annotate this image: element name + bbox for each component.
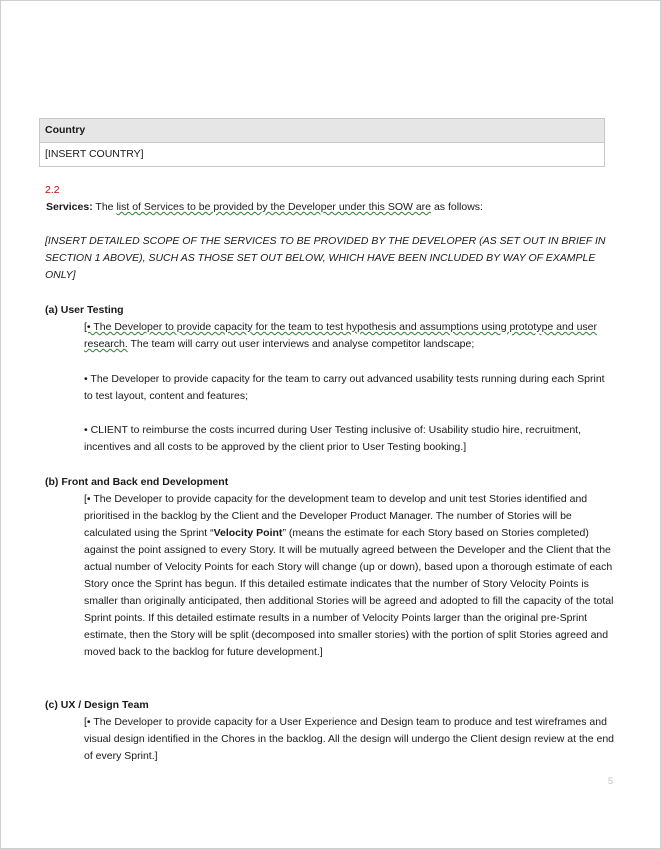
- user-testing-paragraph-3: • CLIENT to reimburse the costs incurred during User Testing inclusive of: Usability studio hire, recruitment, incentives and all costs to be approved by the client prior to User Testing booking.]: [84, 424, 581, 453]
- user-testing-paragraph-1: [84, 319, 616, 353]
- development-text-pre: [• The Developer to provide capacity for the development team to develop and unit test Stories identified and prioritised in the backlog by the Client and the Developer Product Manager. The number of Stories will be calculated using the Sprint “: [84, 493, 588, 539]
- user-testing-p1-rest: The team will carry out user interviews and analyse competitor landscape;: [127, 338, 475, 350]
- velocity-point-term: Velocity Point: [213, 527, 283, 539]
- development-text-post: ” (means the estimate for each Story based on Stories completed) against the point assigned to every Story. It will be mutually agreed between the Developer and the Client that the actual number of Velocity Points for each Story will change (up or down), based upon a thorough estimate of each Story once the Sprint has begun. If this detailed estimate indicates that the number of Story Velocity Points is smaller than originally anticipated, then additional Stories will be agreed and adopted to fill the capacity of the total Sprint points. If this detailed estimate results in a number of Velocity Points larger than the original pre-Sprint estimate, then the Story will be split (decomposed into smaller stories) with the portion of split Stories agreed and moved back to the backlog for future development.]: [84, 527, 614, 658]
- services-label: Services:: [46, 201, 93, 213]
- ux-paragraph: [• The Developer to provide capacity for a User Experience and Design team to produce and test wireframes and visual design identified in the Chores in the backlog. All the design will undergo the Client design review at the end of every Sprint.]: [84, 716, 614, 762]
- section-number: 2.2: [45, 184, 60, 196]
- user-testing-p1-underlined: [• The Developer to provide capacity for the team to test hypothesis and assumptions using prototype and user research.: [84, 321, 598, 350]
- user-testing-paragraph-2: • The Developer to provide capacity for the team to carry out advanced usability tests running during each Sprint to test layout, content and features;: [84, 373, 605, 402]
- services-intro: [46, 199, 616, 216]
- country-table: [39, 118, 605, 167]
- page-number: 5: [608, 776, 614, 786]
- services-post: as follows:: [431, 201, 483, 213]
- ux-heading: (c) UX / Design Team: [45, 699, 149, 711]
- scope-placeholder-text[interactable]: [INSERT DETAILED SCOPE OF THE SERVICES TO BE PROVIDED BY THE DEVELOPER (AS SET OUT IN BRIEF IN SECTION 1 ABOVE), SUCH AS THOSE SET OUT BELOW, WHICH HAVE BEEN INCLUDED BY WAY OF EXAMPLE ONLY]: [45, 235, 606, 281]
- country-header-cell: Country: [40, 119, 605, 143]
- services-underlined-text: list of Services to be provided by the Developer under this SOW are: [116, 201, 432, 213]
- services-pre: The: [92, 201, 117, 213]
- development-paragraph: [84, 491, 616, 661]
- country-value-cell[interactable]: [INSERT COUNTRY]: [40, 143, 605, 167]
- user-testing-heading: (a) User Testing: [45, 304, 124, 316]
- development-heading: (b) Front and Back end Development: [45, 476, 229, 488]
